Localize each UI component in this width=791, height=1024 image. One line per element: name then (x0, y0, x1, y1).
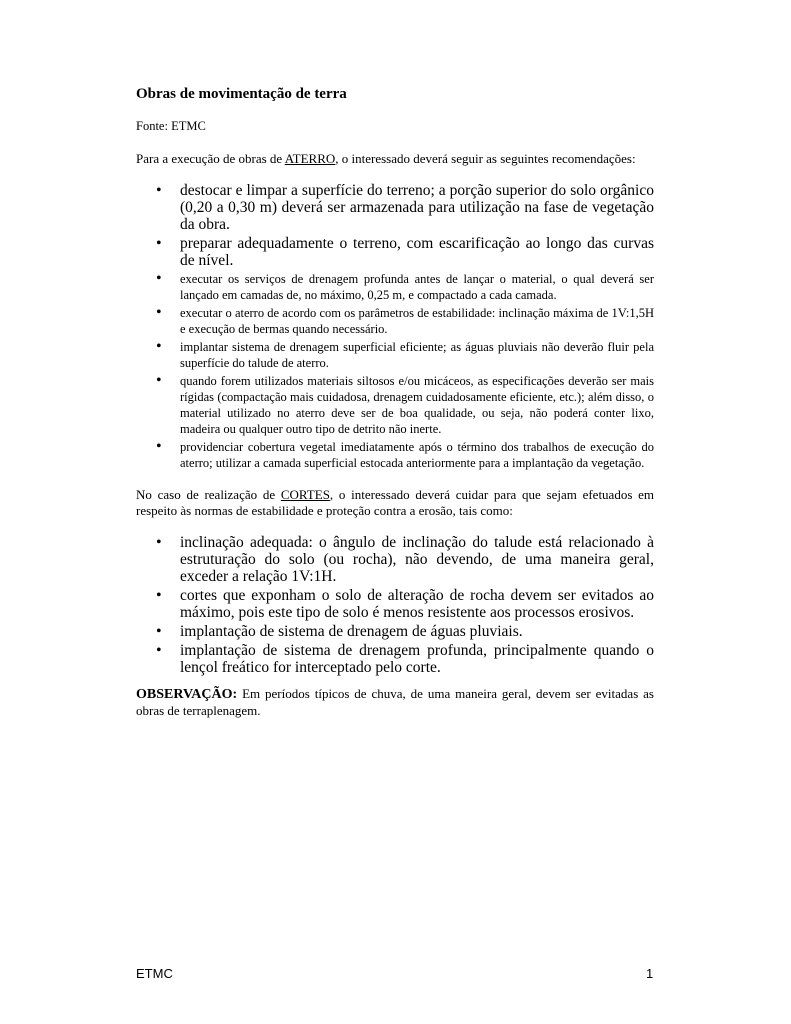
list-item: • executar os serviços de drenagem profunda antes de lançar o material, o qual deverá ser lançado em camadas de, no máximo, 0,25 m, e compactado a cada camada. (156, 271, 654, 303)
list-item: • quando forem utilizados materiais siltosos e/ou micáceos, as especificações deverão ser mais rígidas (compactação mais cuidadosa, drenagem cuidadosamente eficiente, etc.); além disso, o material utilizado no aterro deve ser de boa qualidade, ou seja, não poderá conter lixo, madeira ou qualquer outro tipo de detrito não inerte. (156, 373, 654, 437)
list-item: • providenciar cobertura vegetal imediatamente após o término dos trabalhos de execução do aterro; utilizar a camada superficial estocada anteriormente para a implantação da vegetação. (156, 439, 654, 471)
list-item: • executar o aterro de acordo com os parâmetros de estabilidade: inclinação máxima de 1V:1,5H e execução de bermas quando necessário. (156, 305, 654, 337)
footer-org: ETMC (136, 966, 173, 981)
cortes-keyword: CORTES (280, 487, 330, 502)
source-line: Fonte: ETMC (136, 119, 206, 133)
list-item: • inclinação adequada: o ângulo de inclinação do talude está relacionado à estruturação do solo (ou rocha), não devendo, de uma maneira geral, exceder a relação 1V:1H. (156, 534, 654, 585)
cortes-intro (136, 487, 654, 519)
aterro-intro (136, 151, 656, 167)
document-title: Obras de movimentação de terra (136, 86, 347, 102)
aterro-intro-before: Para a execução de obras de (136, 151, 285, 166)
observation (136, 686, 654, 719)
observation-label: OBSERVAÇÃO: (136, 687, 238, 702)
list-item: • implantação de sistema de drenagem profunda, principalmente quando o lençol freático for interceptado pelo corte. (156, 642, 654, 676)
cortes-intro-before: No caso de realização de (136, 487, 281, 502)
list-item: • preparar adequadamente o terreno, com escarificação ao longo das curvas de nível. (156, 235, 654, 269)
observation-text: Em períodos típicos de chuva, de uma maneira geral, devem ser evitadas as obras de terraplenagem. (136, 686, 654, 718)
list-item: • implantação de sistema de drenagem de águas pluviais. (156, 623, 654, 640)
aterro-keyword: ATERRO (284, 151, 336, 166)
cortes-list (156, 534, 654, 678)
list-item: • implantar sistema de drenagem superficial eficiente; as águas pluviais não deverão fluir pela superfície do talude de aterro. (156, 339, 654, 371)
cortes-intro-after: , o interessado deverá cuidar para que sejam efetuados em respeito às normas de estabilidade e proteção contra a erosão, tais como: (136, 487, 654, 518)
list-item: • cortes que exponham o solo de alteração de rocha devem ser evitados ao máximo, pois este tipo de solo é menos resistente aos processos erosivos. (156, 587, 654, 621)
list-item: • destocar e limpar a superfície do terreno; a porção superior do solo orgânico (0,20 a 0,30 m) deverá ser armazenada para utilização na fase de vegetação da obra. (156, 182, 654, 233)
aterro-list (156, 182, 654, 473)
page-number: 1 (646, 966, 654, 981)
aterro-intro-after: , o interessado deverá seguir as seguintes recomendações: (335, 151, 636, 166)
